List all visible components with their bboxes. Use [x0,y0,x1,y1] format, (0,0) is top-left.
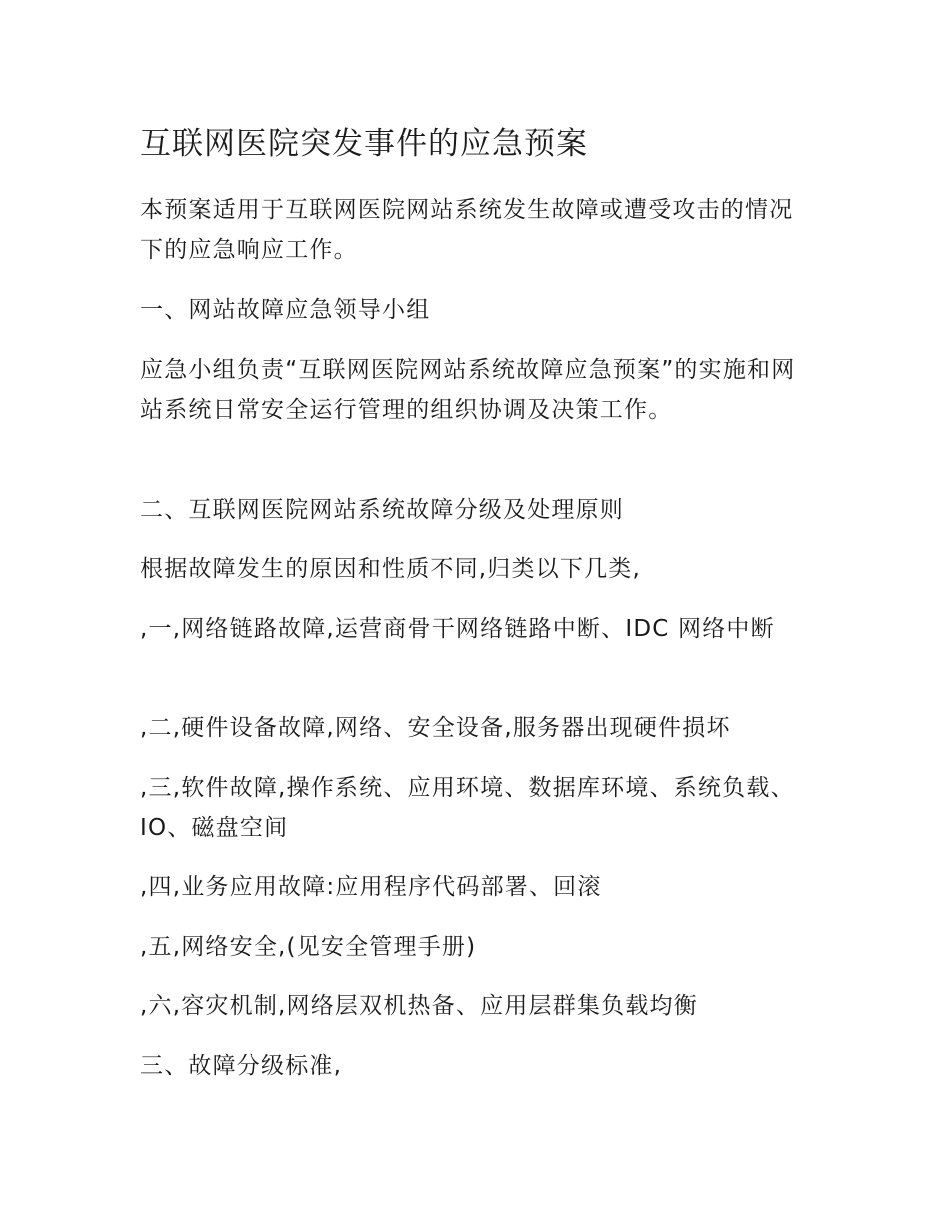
heading-section-1: 一、网站故障应急领导小组 [140,297,431,323]
list-item-hardware: ,二,硬件设备故障,网络、安全设备,服务器出现硬件损坏 [140,715,731,741]
list-item-disaster-recovery: ,六,容灾机制,网络层双机热备、应用层群集负载均衡 [140,993,698,1019]
list-item-network-security: ,五,网络安全,(见安全管理手册) [140,934,477,960]
list-item-network-link: ,一,网络链路故障,运营商骨干网络链路中断、IDC 网络中断 [140,616,775,642]
heading-section-3: 三、故障分级标准, [140,1053,343,1079]
paragraph-categories-intro: 根据故障发生的原因和性质不同,归类以下几类, [140,556,642,582]
list-item-business-app: ,四,业务应用故障:应用程序代码部署、回滚 [140,874,602,900]
paragraph-team-duty: 应急小组负责“互联网医院网站系统故障应急预案”的实施和网站系统日常安全运行管理的组织协调及决策工作。 [140,357,796,423]
heading-section-2: 二、互联网医院网站系统故障分级及处理原则 [140,497,624,523]
page-title: 互联网医院突发事件的应急预案 [140,126,588,162]
list-item-software: ,三,软件故障,操作系统、应用环境、数据库环境、系统负载、IO、磁盘空间 [140,775,795,841]
paragraph-scope: 本预案适用于互联网医院网站系统发生故障或遭受攻击的情况下的应急响应工作。 [140,197,794,263]
